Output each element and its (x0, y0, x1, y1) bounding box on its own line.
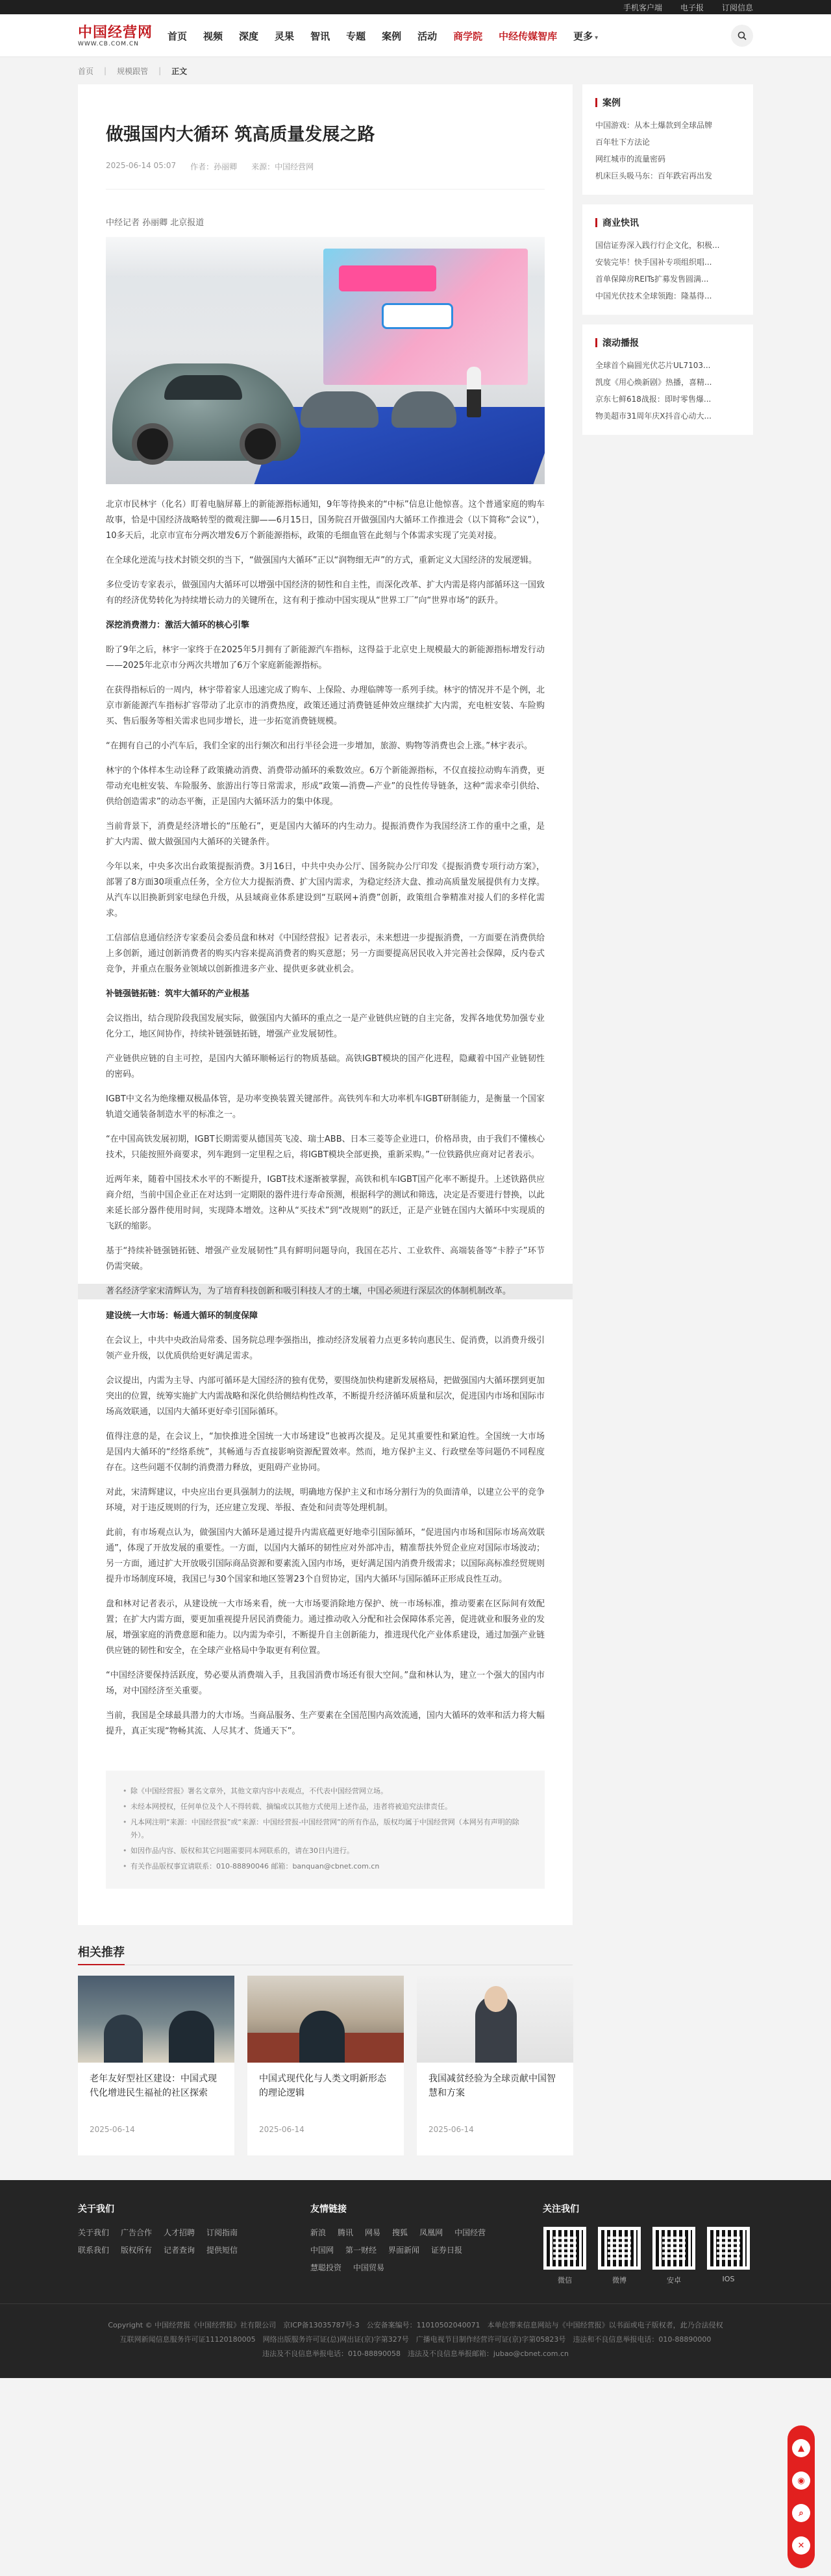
widget-title-text: 案例 (602, 98, 621, 108)
footer-link[interactable]: 慧聪投资 (310, 2263, 342, 2272)
qr-code-icon (598, 2227, 641, 2270)
widget-link[interactable]: 京东七鲜618战报：即时零售爆... (595, 395, 712, 404)
footer-link[interactable]: 证券日报 (431, 2246, 463, 2255)
title-accent-bar (595, 218, 597, 227)
top-bar (0, 0, 831, 14)
related-image (247, 1976, 404, 2063)
footer-link[interactable]: 订阅指南 (206, 2228, 238, 2237)
article-paragraph: 产业链供应链的自主可控，是国内大循环顺畅运行的物质基础。高铁IGBT模块的国产化进程，隐藏着中国产业链韧性的密码。 (106, 1054, 545, 1079)
widget-link[interactable]: 安装完毕！快手国补专项组织唱... (595, 258, 712, 267)
widget-link[interactable]: 中国光伏技术全球领跑：隆基得... (595, 291, 712, 301)
copyright-line: 互联网新闻信息服务许可证11120180005 网络出版服务许可证(总)网出证(京)字第327号 广播电视节目制作经营许可证(京)字第05823号 违法和不良信息举报电话：010-88890000 (119, 2335, 712, 2344)
image-figure (104, 2015, 143, 2063)
related-card-title: 我国减贫经验为全球贡献中国智慧和方案 (428, 2074, 556, 2098)
footer-link[interactable]: 关于我们 (78, 2228, 110, 2237)
widget-title-text: 商业快讯 (602, 218, 639, 228)
breadcrumb (78, 57, 753, 84)
search-icon[interactable]: ⌕ (792, 2504, 810, 2522)
close-icon[interactable]: ✕ (792, 2536, 810, 2555)
logo-text: 中国经营网 (78, 24, 153, 41)
related-card-title: 中国式现代化与人类文明新形态的理论逻辑 (259, 2074, 386, 2098)
copyright-line: 违法及不良信息举报电话：010-88890058 违法及不良信息举报邮箱：jubao@cbnet.com.cn (262, 2349, 569, 2358)
article-paragraph: 工信部信息通信经济专家委员会委员盘和林对《中国经营报》记者表示，未来想进一步提振消费，一方面要在消费供给上多创新，通过创新消费者的购买内容来提高消费者的购买意愿；另一方面要提高居民收入并完善社会保障，反内卷式竞争，并重点在服务业领域以创新推进多产业、提供更多就业机会。 (106, 933, 545, 974)
widget-link[interactable]: 网红城市的流量密码 (595, 154, 666, 164)
footer-link[interactable]: 提供短信 (206, 2246, 238, 2255)
qr-ios[interactable] (706, 2227, 750, 2285)
footer-link[interactable]: 中国贸易 (353, 2263, 385, 2272)
footer-link[interactable]: 版权所有 (121, 2246, 153, 2255)
footer-link[interactable]: 记者查询 (164, 2246, 195, 2255)
qr-wechat[interactable] (543, 2227, 587, 2285)
related-grid (78, 1976, 573, 2155)
copyright-line: Copyright © 中国经营报《中国经营报》社有限公司 京ICP备13035787号-3 公安备案编号：11010502040071 本单位带来信息网站与《中国经营报》以书面或电子版权者，此乃合法侵权 (108, 2321, 723, 2329)
widget-link[interactable]: 全球首个扁圆光伏芯片UL7103... (595, 361, 711, 370)
topbar-link-subscribe[interactable]: 订阅信息 (721, 3, 753, 12)
article-paragraph: IGBT中文名为绝缘栅双极晶体管，是功率变换装置关键部件。高铁列车和大功率机车IGBT研制能力，是衡量一个国家轨道交通装备制造水平的标准之一。 (106, 1094, 545, 1120)
footer-link[interactable]: 网易 (365, 2228, 381, 2237)
site-header (0, 14, 831, 57)
widget-link[interactable]: 凯度《用心焕新剧》热播，喜精... (595, 378, 712, 387)
copyright (0, 2303, 831, 2378)
footer-link[interactable]: 凤凰网 (419, 2228, 443, 2237)
qr-code-icon (652, 2227, 695, 2270)
article-paragraph: 近两年来，随着中国技术水平的不断提升，IGBT技术逐渐被掌握，高铁和机车IGBT国产化率不断提升。上述铁路供应商介绍，当前中国企业正在对达到一定期限的器件进行寿命预测，根据科学的测试和筛选，决定是否要进行替换，以此来延长部分器件使用时间，实现降本增效。这种从“买技术”到“改规则”的跃迁，正是产业链在国内大循环中实现质的飞跃的缩影。 (106, 1175, 545, 1231)
title-accent-bar (595, 338, 597, 347)
qr-label: IOS (722, 2275, 735, 2283)
footer-friends-title: 友情链接 (310, 2204, 347, 2214)
nav-zhixun[interactable]: 智讯 (310, 30, 330, 42)
site-footer (0, 2180, 831, 2378)
footer-about-title: 关于我们 (78, 2204, 114, 2214)
footer-follow (543, 2202, 753, 2285)
widget-title (595, 336, 740, 349)
widget-link[interactable]: 首单保障房REITs扩募发售圆满... (595, 275, 709, 284)
section-heading: 补链强链拓链：筑牢大循环的产业根基 (106, 989, 250, 999)
footer-link[interactable]: 中国网 (310, 2246, 334, 2255)
article-paragraph: 会议指出，结合现阶段我国发展实际，做强国内大循环的重点之一是产业链供应链的自主完备，发挥各地优势加强专业化分工，地区间协作，持续补链强链拓链，增强产业发展韧性。 (106, 1014, 545, 1039)
article-meta (106, 161, 545, 190)
article-byline: 中经记者 孙丽卿 北京报道 (106, 218, 205, 228)
topbar-link-mobile[interactable]: 手机客户端 (623, 3, 662, 12)
article-title: 做强国内大循环 筑高质量发展之路 (106, 125, 375, 145)
nav-video[interactable]: 视频 (203, 30, 223, 42)
copyright-notes (106, 1771, 545, 1889)
related-title: 相关推荐 (78, 1943, 125, 1965)
nav-more-label: 更多 (573, 30, 593, 42)
article (78, 84, 573, 1925)
hero-banner-strip (339, 265, 436, 291)
article-paragraph: 今年以来，中央多次出台政策提振消费。3月16日，中共中央办公厅、国务院办公厅印发《提振消费专项行动方案》，部署了8方面30项重点任务，全方位大力提振消费、扩大国内需求，为稳定经济大盘、推动高质量发展提供有力支撑。从汽车以旧换新到家电绿色升级，从县域商业体系建设到“互联网+消费”创新，政策组合拳精准对接人们的多样化需求。 (106, 862, 545, 918)
nav-think-tank[interactable]: 中经传媒智库 (499, 30, 558, 42)
widget-link[interactable]: 物美超市31周年庆X抖音心动大... (595, 411, 712, 421)
image-figure (169, 2011, 214, 2063)
sidebar (582, 84, 753, 445)
logo-url: WWW.CB.COM.CN (78, 41, 139, 47)
widget-link[interactable]: 中国游戏：从本土爆款到全球品牌 (595, 121, 713, 130)
search-icon (738, 31, 747, 40)
related-card-date: 2025-06-14 (259, 2125, 304, 2134)
breadcrumb-section[interactable]: 规模跟管 (117, 66, 149, 76)
article-body (106, 497, 545, 1739)
hero-person (467, 367, 481, 417)
sidebar-widget-news (582, 204, 753, 315)
hero-car-back (301, 391, 378, 428)
article-hero-image (106, 237, 545, 484)
related-card-title: 老年友好型社区建设：中国式现代化增进民生福祉的社区探索 (90, 2074, 217, 2098)
article-paragraph: 盘和林对记者表示，从建设统一大市场来看，统一大市场要消除地方保护、统一市场标准，推动要素在区际间有效配置；在扩大内需方面，要更加重视提升居民消费能力。通过推动收入分配和社会保障体系完善，促进就业和服务业的发展，增强家庭的消费意愿和能力。以内需为牵引，不断提升自主创新能力，推进现代化产业体系建设，通过加强产业链供应链的韧性和安全，在全球产业格局中争取更有利位置。 (106, 1599, 545, 1656)
footer-link[interactable]: 界面新闻 (388, 2246, 420, 2255)
footer-about-links (78, 2227, 273, 2255)
related-card[interactable] (78, 1976, 234, 2155)
qr-code-icon (543, 2227, 586, 2270)
hero-promo-banner (323, 249, 528, 385)
article-paragraph: 当前，我国是全球最具潜力的大市场。当商品服务、生产要素在全国范围内高效流通，国内大循环的效率和活力将大幅提升，真正实现“物畅其流、人尽其才、货通天下”。 (106, 1711, 545, 1736)
article-paragraph: 此前，有市场观点认为，做强国内大循环是通过提升内需底蕴更好地牵引国际循环，“促进国内市场和国际市场高效联通”，体现了开放发展的重要性。一方面，以国内大循环的韧性应对外部冲击，精准帮扶外贸企业应对国际市场波动；另一方面，通过扩大开放吸引国际商品资源和要素流入国内市场，更好满足国内消费升级需求；以国际高标准经贸规则提升市场制度环境，我国已与30个国家和地区签署23个自贸协定，国内大循环与国际循环正形成良性互动。 (106, 1528, 545, 1584)
hero-car-wheel (132, 423, 173, 465)
search-button[interactable] (731, 25, 753, 47)
article-paragraph: 盼了9年之后，林宇一家终于在2025年5月拥有了新能源汽车指标，这得益于北京史上规模最大的新能源指标增发行动——2025年北京市分两次共增加了6万个家庭新能源指标。 (106, 645, 545, 670)
image-figure (299, 2011, 345, 2063)
footer-link[interactable]: 腾讯 (338, 2228, 354, 2237)
nav-lingguo[interactable]: 灵果 (275, 30, 295, 42)
related-card-date: 2025-06-14 (428, 2125, 474, 2134)
section-heading: 建设统一大市场：畅通大循环的制度保障 (106, 1311, 258, 1321)
hero-car-main (112, 363, 301, 461)
widget-link[interactable]: 国信证券深入践行行企文化，积极... (595, 241, 720, 250)
footer-friend-links (310, 2202, 543, 2285)
related-section (78, 1943, 573, 2155)
image-face (484, 1986, 508, 2012)
weibo-icon[interactable]: ◉ (792, 2472, 810, 2490)
breadcrumb-home[interactable]: 首页 (78, 66, 94, 76)
footer-link[interactable]: 中国经营 (454, 2228, 486, 2237)
title-accent-bar (595, 98, 597, 107)
footer-about (78, 2202, 310, 2285)
article-paragraph: 在会议上，中共中央政治局常委、国务院总理李强指出，推动经济发展着力点更多转向惠民生、促消费，以消费升级引领产业升级，以优质供给更好满足需求。 (106, 1336, 545, 1361)
widget-title (595, 96, 740, 109)
nav-more[interactable] (573, 29, 598, 43)
note-item: • 未经本网授权，任何单位及个人不得转载、摘编或以其他方式使用上述作品，违者将被追究法律责任。 (123, 1800, 528, 1813)
article-paragraph: “在中国高铁发展初期，IGBT长期需要从德国英飞凌、瑞士ABB、日本三菱等企业进口，价格昂贵，由于我们不懂核心技术，只能按照外商要求，列车跑到一定里程之后，将IGBT模块全部更换，重新采购。”一位铁路供应商对记者表示。 (106, 1135, 545, 1160)
hero-car-back (391, 391, 456, 428)
qr-weibo[interactable] (597, 2227, 641, 2285)
nav-business-school[interactable]: 商学院 (453, 30, 483, 42)
article-paragraph: 值得注意的是，在会议上，“加快推进全国统一大市场建设”也被再次提及。足见其重要性和紧迫性。全国统一大市场是国内大循环的“经络系统”，其畅通与否直接影响资源配置效率。然而，地方保护主义、行政壁垒等问题仍不同程度存在。这些问题不仅制约消费潜力释放，更阻碍产业协同。 (106, 1432, 545, 1473)
article-paragraph: 对此，宋清辉建议，中央应出台更具强制力的法规，明确地方保护主义和市场分割行为的负面清单，以建立公平的竞争环境，对于违反规则的行为，还应建立发现、举报、查处和问责等处理机制。 (106, 1488, 545, 1513)
top-icon[interactable]: ▲ (792, 2439, 810, 2457)
breadcrumb-separator: | (104, 66, 107, 75)
qr-label: 微信 (558, 2276, 572, 2285)
article-paragraph: 北京市民林宇（化名）盯着电脑屏幕上的新能源指标通知，9年等待换来的“中标”信息让他惊喜。这个普通家庭的购车故事，恰是中国经济战略转型的微观注脚——6月15日，国务院召开做强国内大循环工作推进会（以下简称“会议”），10多天后，北京市宣布分两次增发6万个新能源指标，政策的毛细血管在此刻与个体需求实现了完美对接。 (106, 500, 545, 541)
article-author: 作者：孙丽卿 (190, 162, 238, 171)
note-item: • 除《中国经营报》署名文章外，其他文章内容中表观点，不代表中国经营网立场。 (123, 1785, 528, 1798)
article-paragraph: 在全球化逆流与技术封锁交织的当下，“做强国内大循环”正以“润物细无声”的方式，重新定义大国经济的发展逻辑。 (106, 556, 537, 565)
hero-banner-sign (382, 303, 453, 329)
article-paragraph: 会议提出，内需为主导、内部可循环是大国经济的独有优势，要围绕加快构建新发展格局，把做强国内大循环摆到更加突出的位置，统筹实施扩大内需战略和深化供给侧结构性改革，不断提升经济循环质量和层次，促进国内市场和国际市场高效联通，以国内大循环更好牵引国际循环。 (106, 1376, 545, 1417)
nav-depth[interactable]: 深度 (239, 30, 259, 42)
related-image (78, 1976, 234, 2063)
related-card[interactable] (417, 1976, 573, 2155)
breadcrumb-separator: | (158, 66, 162, 75)
breadcrumb-current: 正文 (171, 66, 188, 76)
article-paragraph: “中国经济要保持活跃度，势必要从消费端入手，且我国消费市场还有很大空间。”盘和林认为，建立一个强大的国内市场，对中国经济至关重要。 (106, 1671, 545, 1696)
footer-link[interactable]: 新浪 (310, 2228, 327, 2237)
related-card-date: 2025-06-14 (90, 2125, 135, 2134)
qr-label: 安卓 (667, 2276, 681, 2285)
topbar-link-epaper[interactable]: 电子报 (680, 3, 704, 12)
nav-events[interactable]: 活动 (417, 30, 438, 42)
widget-link[interactable]: 百年牡下方法论 (595, 138, 651, 147)
floating-toolbar (788, 2425, 815, 2568)
nav-topics[interactable]: 专题 (346, 30, 366, 42)
footer-link[interactable]: 广告合作 (121, 2228, 153, 2237)
hero-car-windshield (164, 375, 242, 400)
qr-code-icon (707, 2227, 750, 2270)
footer-link[interactable]: 人才招聘 (164, 2228, 195, 2237)
widget-title-text: 滚动播报 (602, 338, 639, 349)
note-item: • 有关作品版权事宜请联系：010-88890046 邮箱：banquan@cbnet.com.cn (123, 1860, 528, 1873)
main-column (78, 84, 573, 2155)
main-nav (167, 29, 731, 43)
hero-car-wheel (240, 423, 281, 465)
qr-label: 微博 (612, 2276, 626, 2285)
chevron-down-icon: ▾ (595, 34, 599, 42)
article-paragraph: 基于“持续补链强链拓链、增强产业发展韧性”具有鲜明问题导向，我国在芯片、工业软件、高端装备等“卡脖子”环节仍需突破。 (106, 1246, 545, 1271)
note-item: • 如因作品内容、版权和其它问题需要同本网联系的，请在30日内进行。 (123, 1845, 528, 1858)
site-logo[interactable] (78, 24, 155, 47)
nav-cases[interactable]: 案例 (382, 30, 402, 42)
section-heading: 深挖消费潜力：激活大循环的核心引擎 (106, 620, 250, 630)
note-item: • 凡本网注明“来源：中国经营报”或“来源：中国经营报-中国经营网”的所有作品，版权均属于中国经营网（本网另有声明的除外）。 (123, 1816, 528, 1842)
article-paragraph: 林宇的个体样本生动诠释了政策撬动消费、消费带动循环的乘数效应。6万个新能源指标，不仅直接拉动购车消费，更带动充电桩安装、车险服务、旅游出行等日常需求，形成“政策—消费—产业”的良性传导链条，这种“需求牵引供给、供给创造需求”的动态平衡，正是国内大循环活力的集中体现。 (106, 766, 545, 807)
footer-link[interactable]: 搜狐 (392, 2228, 408, 2237)
footer-friend-list (310, 2227, 505, 2273)
qr-row (543, 2227, 753, 2285)
widget-link[interactable]: 机床巨头吸马东：百年跌宕再出发 (595, 171, 713, 180)
widget-title (595, 216, 740, 229)
article-paragraph: 多位受访专家表示，做强国内大循环可以增强中国经济的韧性和自主性，而深化改革、扩大内需是将内部循环这一国致有的经济优势转化为持续增长动力的关键所在，这有利于推动中国实现从“世界工厂”向“世界市场”的跃升。 (106, 580, 545, 606)
article-paragraph: “在拥有自己的小汽车后，我们全家的出行频次和出行半径会进一步增加，旅游、购物等消费也会上涨。”林宇表示。 (106, 741, 532, 751)
article-paragraph: 在获得指标后的一周内，林宇带着家人迅速完成了购车、上保险、办理临牌等一系列手续。林宇的情况并不是个例，北京市新能源汽车指标扩容带动了北京市的消费热度，政策还通过消费链延伸效应继续扩大内需，充电桩安装、车险购买、售后服务等相关需求也同步增长，进一步拓宽消费链规模。 (106, 685, 545, 726)
sidebar-widget-cases (582, 84, 753, 195)
related-card[interactable] (247, 1976, 404, 2155)
footer-link[interactable]: 第一财经 (345, 2246, 377, 2255)
article-source: 来源：中国经营网 (251, 162, 314, 171)
sidebar-widget-rolling (582, 325, 753, 435)
nav-home[interactable]: 首页 (167, 30, 188, 42)
article-paragraph: 当前背景下，消费是经济增长的“压舱石”，更是国内大循环的内生动力。提振消费作为我国经济工作的重中之重，是扩大内需、做大做强国内大循环的关键条件。 (106, 822, 545, 847)
footer-follow-title: 关注我们 (543, 2204, 579, 2214)
article-paragraph: 著名经济学家宋清辉认为，为了培育科技创新和吸引科技人才的土壤，中国必须进行深层次的体制机制改革。 (78, 1284, 573, 1299)
qr-android[interactable] (652, 2227, 696, 2285)
article-date: 2025-06-14 05:07 (106, 161, 177, 170)
footer-link[interactable]: 联系我们 (78, 2246, 110, 2255)
related-image (417, 1976, 573, 2063)
